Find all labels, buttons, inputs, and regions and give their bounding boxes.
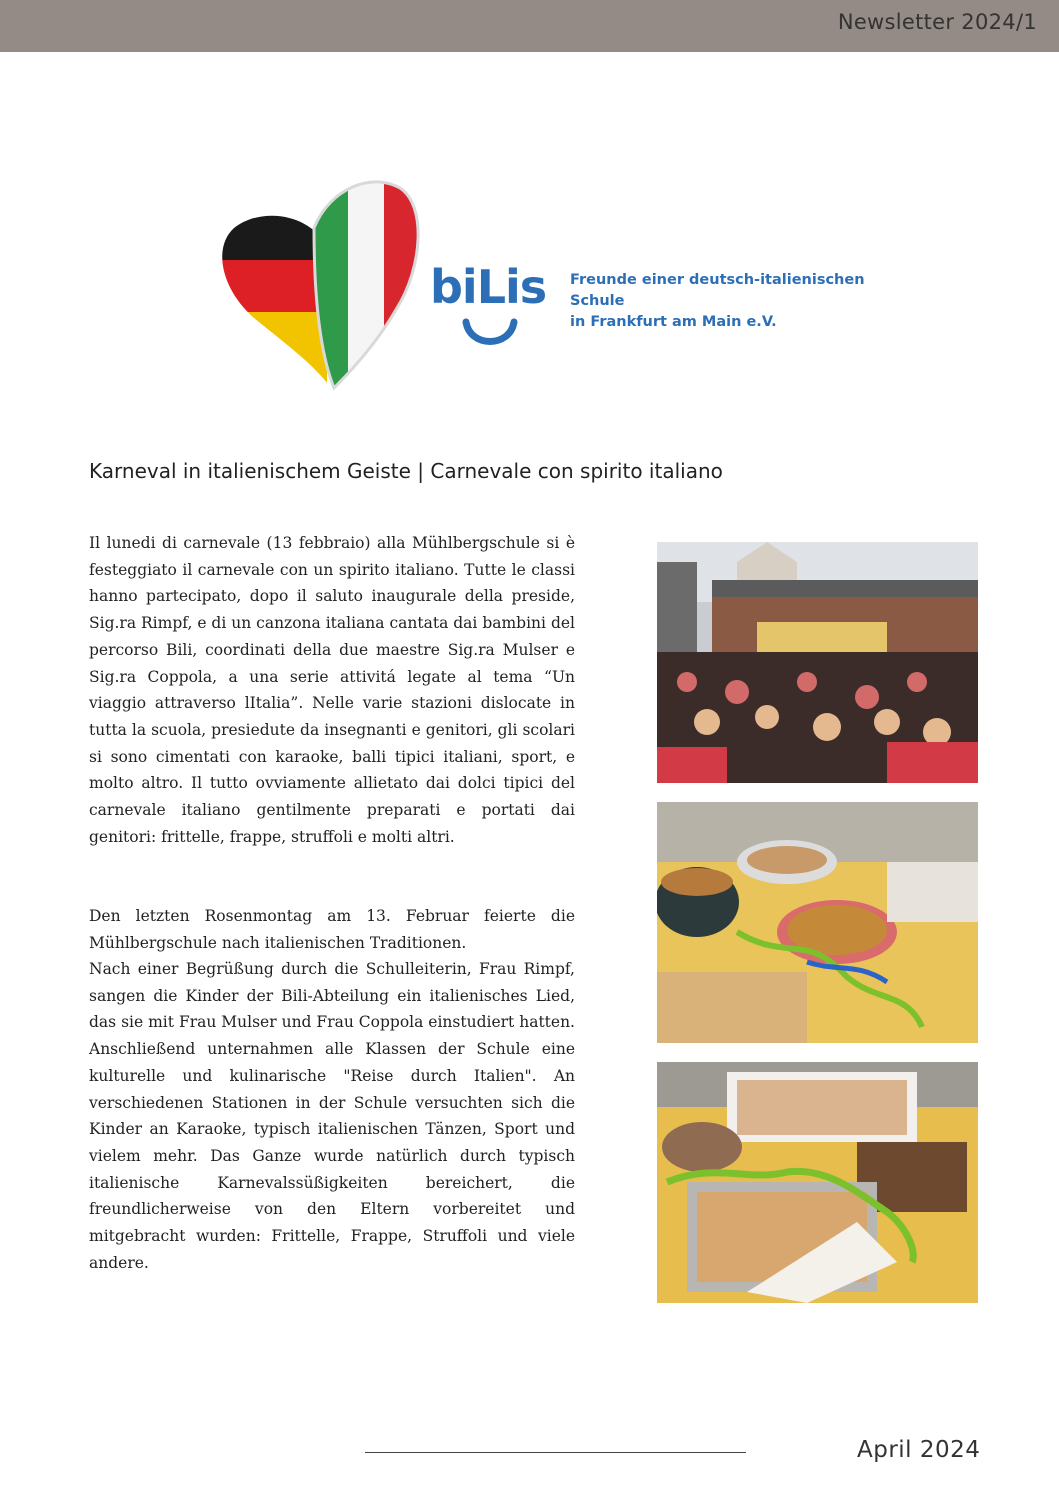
german-intro: Den letzten Rosenmontag am 13. Februar feierte die Mühlbergschule nach italienischen Traditionen. <box>89 907 575 952</box>
photo-frappe-table <box>657 1062 978 1303</box>
footer-date: April 2024 <box>857 1437 981 1463</box>
italian-paragraph: Il lunedi di carnevale (13 febbraio) alla Mühlbergschule si è festeggiato il carnevale con un spirito italiano. Tutte le classi hanno partecipato, dopo il saluto inaugurale della preside, Sig.ra Rimpf, e di un canzona italiana cantata dai bambini del percorso Bili, coordinati della due maestre Sig.ra Mulser e Sig.ra Coppola, a una serie attivitá legate al tema “Un viaggio attraverso lItalia”. Nelle varie stazioni dislocate in tutta la scuola, presiedute da insegnanti e genitori, gli scolari si sono cimentati con karaoke, balli tipici italiani, sport, e molto altro. Il tutto ovviamente allietato dai dolci tipici del carnevale italiano gentilmente preparati e portati dai genitori: frittelle, frappe, struffoli e molti altri. <box>89 534 575 846</box>
logo-tagline <box>570 270 872 333</box>
german-paragraph: Nach einer Begrüßung durch die Schulleiterin, Frau Rimpf, sangen die Kinder der Bili-Abteilung ein italienisches Lied, das sie mit Frau Mulser und Frau Coppola einstudiert hatten. Anschließend unternahmen alle Klassen der Schule eine kulturelle und kulinarische "Reise durch Italien". An verschiedenen Stationen in der Schule versuchten sich die Kinder an Karaoke, typisch italienischen Tänzen, Sport und vielem mehr. Das Ganze wurde natürlich durch typisch italienische Karnevalssüßigkeiten bereichert, die freundlicherweise von den Eltern vorbereitet und mitgebracht wurden: Frittelle, Frappe, Struffoli und viele andere. <box>89 960 575 1272</box>
tagline-line-1: Freunde einer deutsch-italienischen Schule <box>570 272 865 309</box>
footer-divider <box>365 1452 746 1453</box>
article-title: Karneval in italienischem Geiste | Carnevale con spirito italiano <box>89 459 723 483</box>
tagline-line-2: in Frankfurt am Main e.V. <box>570 314 777 330</box>
logo-wordmark: biLis <box>430 260 547 314</box>
heart-flag-icon <box>222 178 432 393</box>
newsletter-label: Newsletter 2024/1 <box>837 10 1037 34</box>
photo-schoolyard <box>657 542 978 783</box>
photo-sweets-table <box>657 802 978 1043</box>
header-bar <box>0 0 1059 52</box>
bilis-logo <box>222 178 872 393</box>
smile-icon <box>460 318 520 348</box>
